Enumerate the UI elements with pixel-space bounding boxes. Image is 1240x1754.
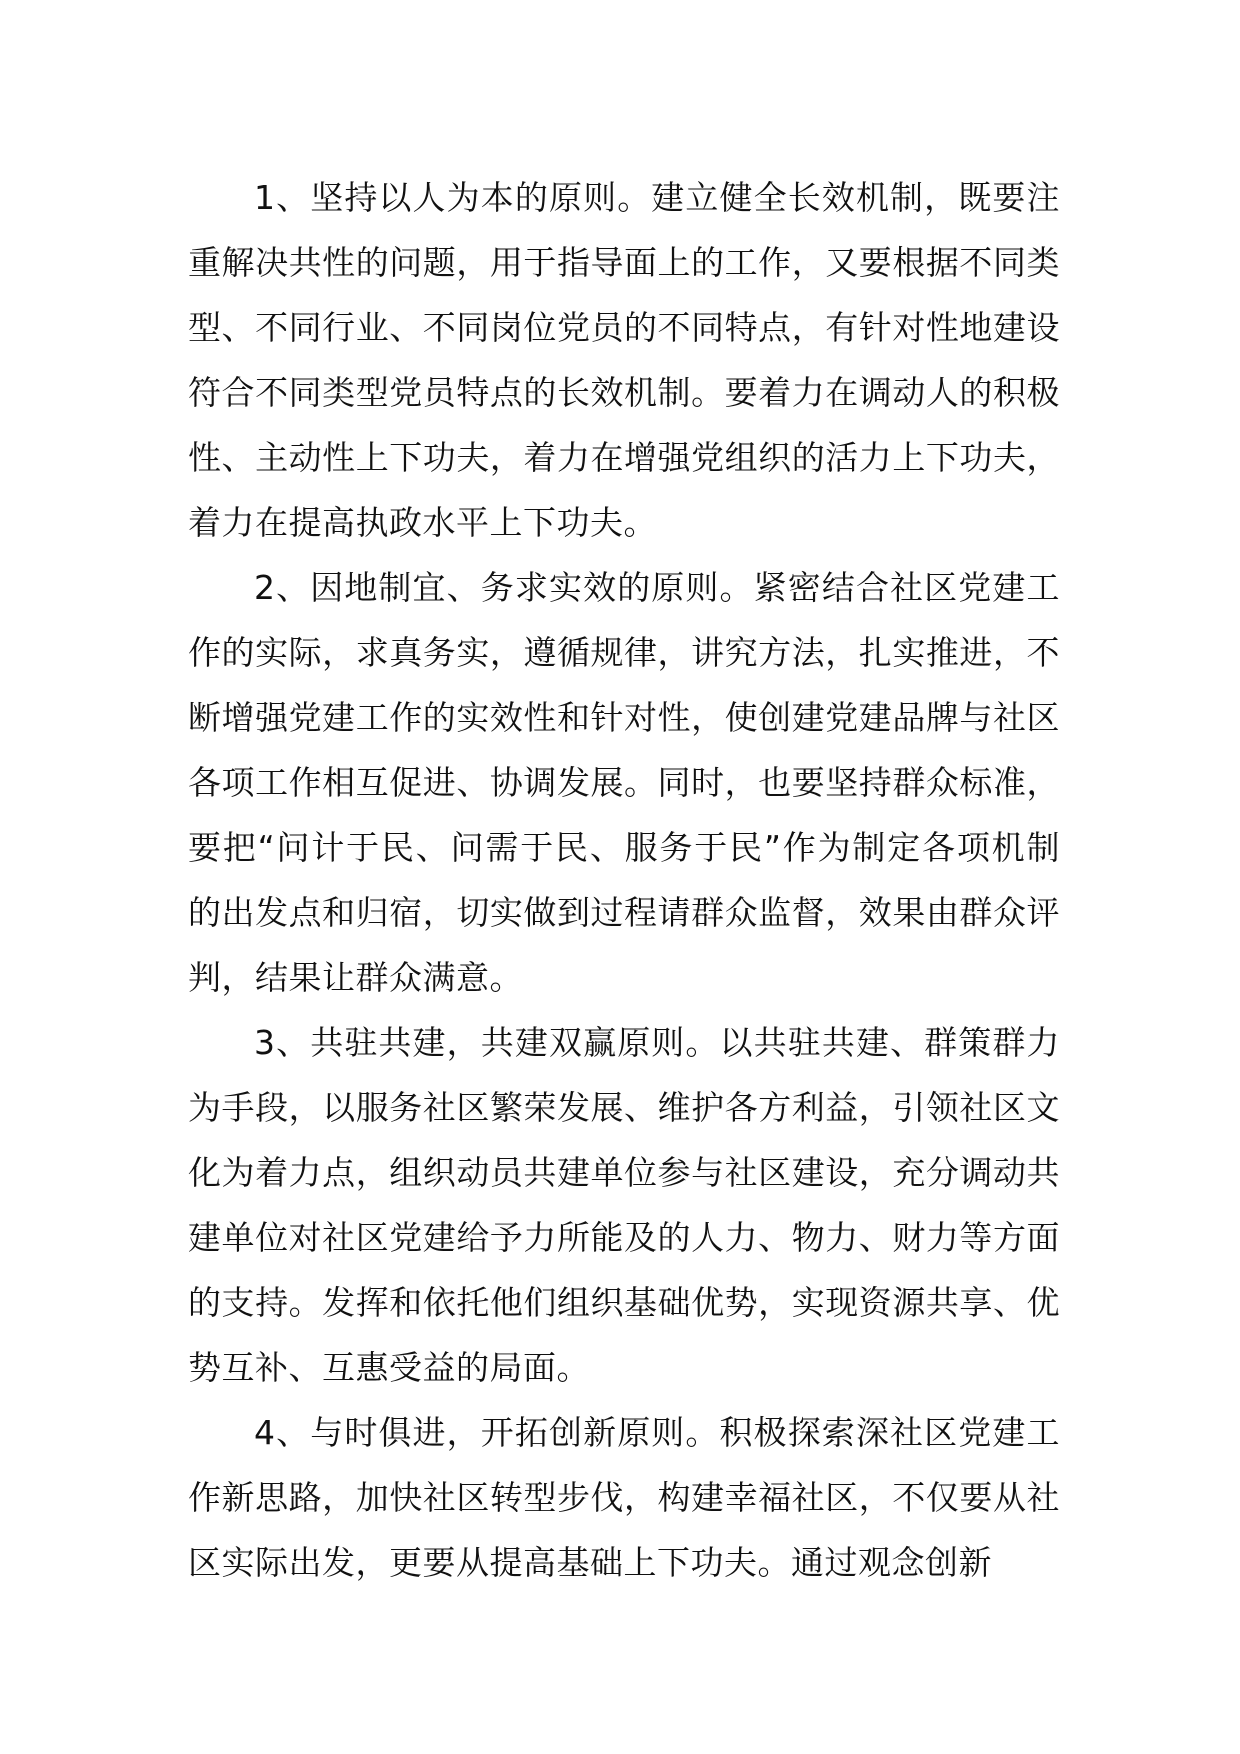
document-body: [188, 165, 1060, 1595]
paragraph-1: 1、坚持以人为本的原则。建立健全长效机制，既要注重解决共性的问题，用于指导面上的工作，又要根据不同类型、不同行业、不同岗位党员的不同特点，有针对性地建设符合不同类型党员特点的长效机制。要着力在调动人的积极性、主动性上下功夫，着力在增强党组织的活力上下功夫，着力在提高执政水平上下功夫。: [188, 178, 1060, 542]
paragraph-3: 3、共驻共建，共建双赢原则。以共驻共建、群策群力为手段，以服务社区繁荣发展、维护各方利益，引领社区文化为着力点，组织动员共建单位参与社区建设，充分调动共建单位对社区党建给予力所能及的人力、物力、财力等方面的支持。发挥和依托他们组织基础优势，实现资源共享、优势互补、互惠受益的局面。: [188, 1023, 1060, 1387]
paragraph-4: 4、与时俱进，开拓创新原则。积极探索深社区党建工作新思路，加快社区转型步伐，构建幸福社区，不仅要从社区实际出发，更要从提高基础上下功夫。通过观念创新: [188, 1413, 1060, 1582]
paragraph-2: 2、因地制宜、务求实效的原则。紧密结合社区党建工作的实际，求真务实，遵循规律，讲究方法，扎实推进，不断增强党建工作的实效性和针对性，使创建党建品牌与社区各项工作相互促进、协调发展。同时，也要坚持群众标准，要把“问计于民、问需于民、服务于民”作为制定各项机制的出发点和归宿，切实做到过程请群众监督，效果由群众评判，结果让群众满意。: [188, 568, 1060, 997]
